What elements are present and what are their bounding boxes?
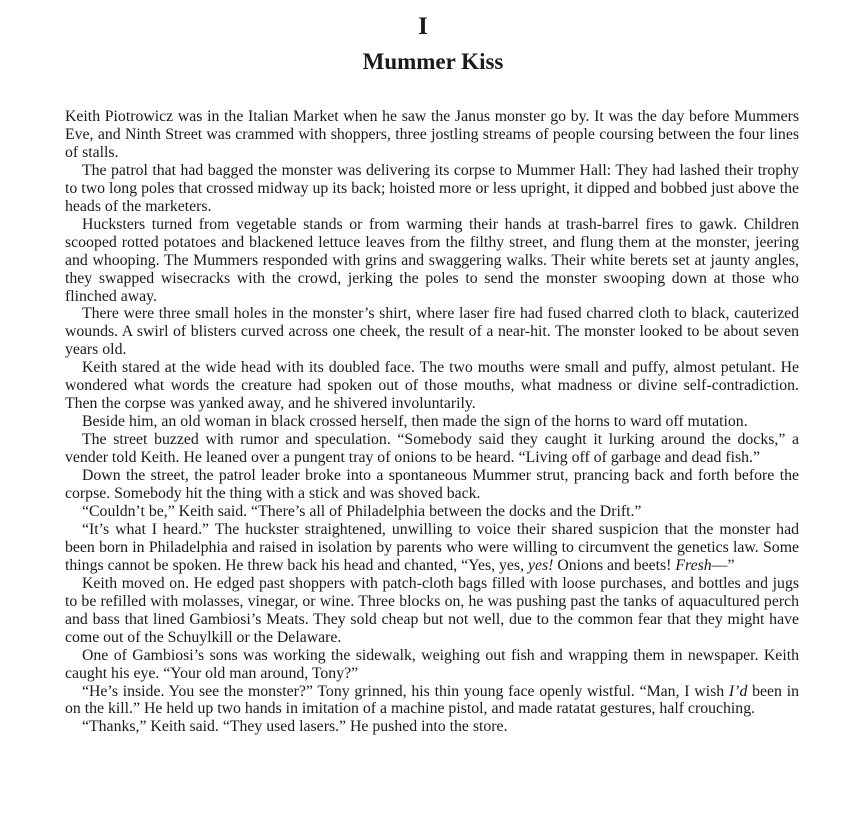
emphasis: yes!: [527, 556, 554, 574]
paragraph: The street buzzed with rumor and speculation. “Somebody said they caught it lurking around the docks,” a vender told Keith. He leaned over a pungent tray of onions to be heard. “Living off of garbage and dead fish.”: [65, 431, 799, 467]
emphasis: I’d: [728, 682, 748, 700]
paragraph-text: “He’s inside. You see the monster?” Tony grinned, his thin young face openly wistful. “Man, I wish: [82, 682, 729, 700]
paragraph: Beside him, an old woman in black crossed herself, then made the sign of the horns to ward off mutation.: [82, 413, 748, 431]
paragraph: There were three small holes in the monster’s shirt, where laser fire had fused charred cloth to black, cauterized wounds. A swirl of blisters curved across one cheek, the result of a near-hit. The monster looked to be about seven years old.: [65, 305, 799, 359]
paragraph: Down the street, the patrol leader broke into a spontaneous Mummer strut, prancing back and forth before the corpse. Somebody hit the thing with a stick and was shoved back.: [65, 467, 799, 503]
paragraph: One of Gambiosi’s sons was working the sidewalk, weighing out fish and wrapping them in newspaper. Keith caught his eye. “Your old man around, Tony?”: [65, 646, 799, 682]
chapter-number: I: [418, 13, 428, 40]
paragraph: Keith moved on. He edged past shoppers with patch-cloth bags filled with loose purchases, and bottles and jugs to be refilled with molasses, vinegar, or wine. Three blocks on, he was pushing past the tanks of aquacultured perch and bass that lined Gambiosi’s Meats. They sold cheap but not well, due to the common fear that they might have come out of the Schuylkill or the Delaware.: [65, 574, 799, 646]
paragraph: [65, 683, 799, 719]
paragraph: “Thanks,” Keith said. “They used lasers.” He pushed into the store.: [82, 718, 508, 736]
paragraph-text: “It’s what I heard.” The huckster straightened, unwilling to voice their shared suspicion that the monster had been born in Philadelphia and raised in isolation by parents who were willing to circumvent the genetics law. Some things cannot be spoken. He threw back his head and chanted, “Yes, yes,: [65, 520, 799, 574]
chapter-body: [65, 108, 799, 736]
paragraph-text: —”: [711, 556, 735, 574]
emphasis: Fresh: [675, 556, 712, 574]
paragraph-text: been in on the kill.” He held up two hands in imitation of a machine pistol, and made ratatat gestures, half crouching.: [65, 682, 799, 718]
paragraph: Hucksters turned from vegetable stands or from warming their hands at trash-barrel fires to gawk. Children scooped rotted potatoes and blackened lettuce leaves from the filthy street, and flung them at the monster, jeering and whooping. The Mummers responded with grins and swaggering walks. Their white berets set at jaunty angles, they swapped wisecracks with the crowd, jerking the poles to send the monster swooping down at those who flinched away.: [65, 215, 799, 305]
paragraph-text: Onions and beets!: [553, 556, 676, 574]
paragraph: Keith Piotrowicz was in the Italian Market when he saw the Janus monster go by. It was the day before Mummers Eve, and Ninth Street was crammed with shoppers, three jostling streams of people coursing between the four lines of stalls.: [65, 108, 799, 161]
paragraph: The patrol that had bagged the monster was delivering its corpse to Mummer Hall: They had lashed their trophy to two long poles that crossed midway up its back; hoisted more or less upright, it dipped and bobbed just above the heads of the marketers.: [65, 161, 799, 215]
chapter-title: Mummer Kiss: [362, 49, 504, 74]
paragraph: Keith stared at the wide head with its doubled face. The two mouths were small and puffy, almost petulant. He wondered what words the creature had spoken out of those mouths, what madness or divine self-contradiction. Then the corpse was yanked away, and he shivered involuntarily.: [65, 359, 799, 413]
paragraph: “Couldn’t be,” Keith said. “There’s all of Philadelphia between the docks and the Drift.”: [82, 502, 642, 520]
paragraph: [65, 521, 799, 575]
